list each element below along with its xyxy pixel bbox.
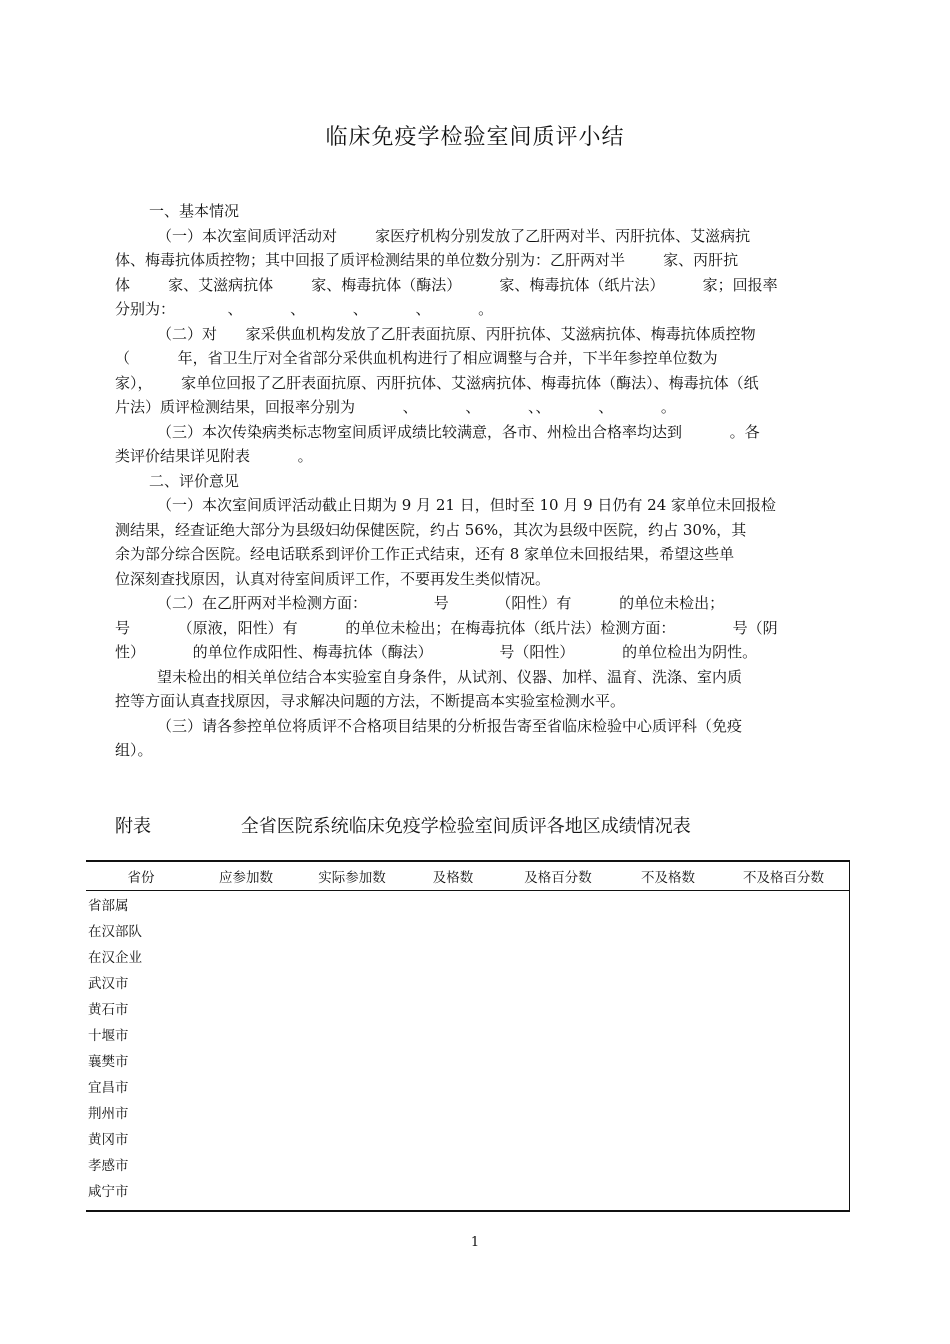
body-line: （三）本次传染病类标志物室间质评成绩比较满意，各市、州检出合格率均达到 。各 xyxy=(157,422,760,441)
table-row xyxy=(86,917,849,943)
table-row xyxy=(86,1125,849,1151)
body-line: 控等方面认真查找原因，寻求解决问题的方法，不断提高本实验室检测水平。 xyxy=(115,692,626,710)
value-cell xyxy=(618,943,718,969)
value-cell xyxy=(718,1021,849,1047)
value-cell xyxy=(618,1177,718,1203)
value-cell xyxy=(296,1073,408,1099)
value-cell xyxy=(498,1125,618,1151)
region-cell: 省部属 xyxy=(88,898,129,914)
region-cell: 咸宁市 xyxy=(88,1184,129,1200)
value-cell xyxy=(618,1073,718,1099)
value-cell xyxy=(296,917,408,943)
body-line: 体、梅毒抗体质控物；其中回报了质评检测结果的单位数分别为：乙肝两对半 家、丙肝抗 xyxy=(115,251,739,269)
table-row xyxy=(86,1047,849,1073)
table-row xyxy=(86,891,849,918)
body-line: 片法）质评检测结果，回报率分别为 、 、 、、 、 。 xyxy=(115,398,676,416)
value-cell xyxy=(498,891,618,918)
region-cell: 在汉部队 xyxy=(88,924,142,940)
region-cell: 十堰市 xyxy=(88,1028,129,1044)
value-cell xyxy=(498,1073,618,1099)
value-cell xyxy=(296,1047,408,1073)
value-cell xyxy=(718,1125,849,1151)
value-cell xyxy=(296,969,408,995)
value-cell xyxy=(196,1099,296,1125)
table-row xyxy=(86,1073,849,1099)
value-cell xyxy=(196,1047,296,1073)
value-cell xyxy=(408,969,498,995)
value-cell xyxy=(296,1177,408,1203)
value-cell xyxy=(296,891,408,918)
value-cell xyxy=(196,995,296,1021)
column-header: 不及格百分数 xyxy=(718,862,849,891)
body-line: 二、评价意见 xyxy=(149,471,240,490)
column-header: 省份 xyxy=(86,862,196,891)
value-cell xyxy=(618,1125,718,1151)
annex-heading xyxy=(115,812,835,838)
value-cell xyxy=(498,1021,618,1047)
results-table-container xyxy=(86,860,850,1212)
body-line: （一）本次室间质评活动截止日期为 9 月 21 日，但时至 10 月 9 日仍有 24 家单位未回报检 xyxy=(157,496,777,514)
table-row xyxy=(86,943,849,969)
value-cell xyxy=(408,891,498,918)
value-cell xyxy=(408,1125,498,1151)
body-line: 号 （原液，阳性）有 的单位未检出；在梅毒抗体（纸片法）检测方面： 号（阴 xyxy=(115,618,778,637)
value-cell xyxy=(296,1021,408,1047)
body-line: 性） 的单位作成阳性、梅毒抗体（酶法） 号（阳性） 的单位检出为阴性。 xyxy=(115,643,758,661)
value-cell xyxy=(296,1125,408,1151)
value-cell xyxy=(196,943,296,969)
value-cell xyxy=(408,1099,498,1125)
value-cell xyxy=(196,969,296,995)
value-cell xyxy=(296,995,408,1021)
region-cell: 襄樊市 xyxy=(88,1054,129,1070)
value-cell xyxy=(718,1151,849,1177)
value-cell xyxy=(718,969,849,995)
body-line: 家）， 家单位回报了乙肝表面抗原、丙肝抗体、艾滋病抗体、梅毒抗体（酶法）、梅毒抗体（纸 xyxy=(115,373,759,392)
body-line: （一）本次室间质评活动对 家医疗机构分别发放了乙肝两对半、丙肝抗体、艾滋病抗 xyxy=(157,226,751,245)
region-cell: 荆州市 xyxy=(88,1106,129,1122)
body-line: （二）对 家采供血机构发放了乙肝表面抗原、丙肝抗体、艾滋病抗体、梅毒抗体质控物 xyxy=(157,324,756,343)
table-row xyxy=(86,1099,849,1125)
value-cell xyxy=(718,943,849,969)
table-row xyxy=(86,1151,849,1177)
value-cell xyxy=(618,1151,718,1177)
value-cell xyxy=(618,969,718,995)
page-number: 1 xyxy=(470,1235,480,1250)
body-line: （ 年，省卫生厅对全省部分采供血机构进行了相应调整与合并，下半年参控单位数为 xyxy=(115,349,718,367)
value-cell xyxy=(718,1177,849,1203)
value-cell xyxy=(408,995,498,1021)
column-header: 实际参加数 xyxy=(296,862,408,891)
value-cell xyxy=(498,1099,618,1125)
table-row xyxy=(86,969,849,995)
body-line: 余为部分综合医院。经电话联系到评价工作正式结束，还有 8 家单位未回报结果，希望这些单 xyxy=(115,545,735,563)
value-cell xyxy=(618,1047,718,1073)
value-cell xyxy=(296,1099,408,1125)
region-cell: 武汉市 xyxy=(88,976,129,992)
value-cell xyxy=(498,969,618,995)
table-row xyxy=(86,995,849,1021)
body-line: 位深刻查找原因，认真对待室间质评工作，不要再发生类似情况。 xyxy=(115,569,551,588)
value-cell xyxy=(498,1177,618,1203)
body-line: 组）。 xyxy=(115,741,153,759)
results-table xyxy=(86,862,849,1203)
value-cell xyxy=(296,1151,408,1177)
value-cell xyxy=(498,917,618,943)
value-cell xyxy=(718,891,849,918)
value-cell xyxy=(408,1021,498,1047)
body-line: 测结果，经查证绝大部分为县级妇幼保健医院，约占 56%，其次为县级中医院，约占 30%，其 xyxy=(115,520,747,539)
body-line: 望未检出的相关单位结合本实验室自身条件，从试剂、仪器、加样、温育、洗涤、室内质 xyxy=(157,667,743,686)
value-cell xyxy=(618,1021,718,1047)
value-cell xyxy=(618,1099,718,1125)
value-cell xyxy=(498,1047,618,1073)
column-header: 及格百分数 xyxy=(498,862,618,891)
column-header: 及格数 xyxy=(408,862,498,891)
value-cell xyxy=(196,891,296,918)
body-line: （三）请各参控单位将质评不合格项目结果的分析报告寄至省临床检验中心质评科（免疫 xyxy=(157,716,743,735)
body-line: 一、基本情况 xyxy=(149,202,240,220)
table-row xyxy=(86,1177,849,1203)
value-cell xyxy=(408,1151,498,1177)
value-cell xyxy=(718,995,849,1021)
value-cell xyxy=(408,943,498,969)
body-line: （二）在乙肝两对半检测方面： 号 （阳性）有 的单位未检出； xyxy=(157,594,725,612)
region-cell: 在汉企业 xyxy=(88,950,142,966)
value-cell xyxy=(196,1021,296,1047)
value-cell xyxy=(498,1151,618,1177)
region-cell: 孝感市 xyxy=(88,1158,129,1174)
body-line: 分别为： 、 、 、 、 。 xyxy=(115,300,494,318)
table-body xyxy=(86,891,849,1204)
report-body xyxy=(115,199,810,763)
value-cell xyxy=(196,1177,296,1203)
value-cell xyxy=(618,995,718,1021)
value-cell xyxy=(718,1099,849,1125)
value-cell xyxy=(196,917,296,943)
value-cell xyxy=(618,917,718,943)
annex-label: 附表 xyxy=(115,816,151,837)
table-row xyxy=(86,1021,849,1047)
value-cell xyxy=(408,1047,498,1073)
value-cell xyxy=(718,1073,849,1099)
annex-title: 全省医院系统临床免疫学检验室间质评各地区成绩情况表 xyxy=(240,816,691,837)
value-cell xyxy=(408,1073,498,1099)
body-line: 体 家、艾滋病抗体 家、梅毒抗体（酶法） 家、梅毒抗体（纸片法） 家；回报率 xyxy=(115,275,778,294)
column-header: 应参加数 xyxy=(196,862,296,891)
value-cell xyxy=(196,1073,296,1099)
value-cell xyxy=(296,943,408,969)
value-cell xyxy=(618,891,718,918)
body-line: 类评价结果详见附表 。 xyxy=(115,447,313,465)
value-cell xyxy=(196,1151,296,1177)
column-header: 不及格数 xyxy=(618,862,718,891)
value-cell xyxy=(408,917,498,943)
page-title: 临床免疫学检验室间质评小结 xyxy=(325,125,625,150)
value-cell xyxy=(498,995,618,1021)
region-cell: 黄石市 xyxy=(88,1002,129,1018)
value-cell xyxy=(196,1125,296,1151)
value-cell xyxy=(718,917,849,943)
region-cell: 黄冈市 xyxy=(88,1132,129,1148)
table-header-row xyxy=(86,862,849,891)
region-cell: 宜昌市 xyxy=(88,1080,129,1096)
value-cell xyxy=(408,1177,498,1203)
value-cell xyxy=(498,943,618,969)
value-cell xyxy=(718,1047,849,1073)
